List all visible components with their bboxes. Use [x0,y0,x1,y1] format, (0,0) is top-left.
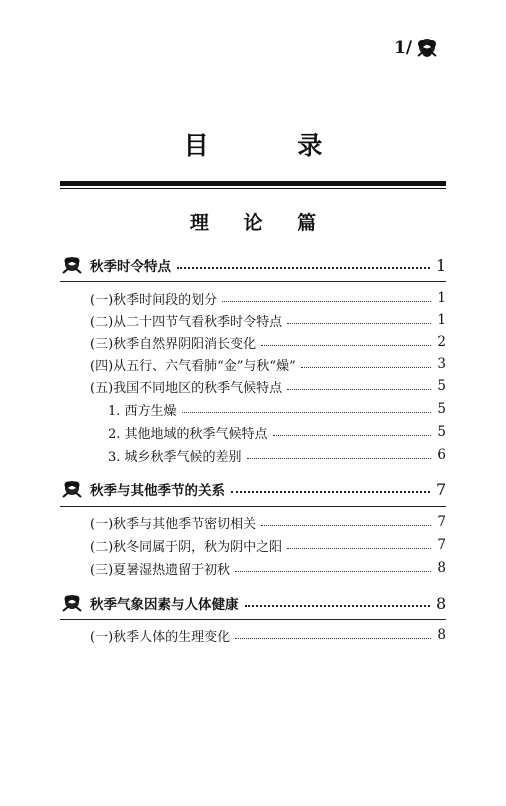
toc-chapter[interactable] [60,478,446,500]
chapter-page-number: 7 [436,479,447,499]
item-page-number: 1 [437,290,446,306]
dot-leader [235,638,431,639]
dot-leader [182,412,431,413]
flower-ornament-icon [60,592,86,614]
item-title: (四)从五行、六气看肺“金”与秋“燥” [90,358,296,374]
toc-subitem[interactable] [108,423,446,441]
dot-leader [301,367,431,368]
toc-item[interactable] [90,536,446,554]
toc-item[interactable] [90,289,446,307]
title-rule-thin [60,188,446,189]
chapter-title: 秋季时令特点 [90,259,171,275]
toc-item[interactable] [90,559,446,577]
dot-leader [261,345,431,346]
flower-ornament-icon [60,478,86,500]
chapter-page-number: 1 [436,255,447,275]
dot-leader [222,301,431,302]
dot-leader [247,458,431,459]
item-title: (二)从二十四节气看秋季时令特点 [90,314,283,330]
toc-item[interactable] [90,377,446,395]
flower-ornament-icon [414,36,440,60]
section-heading: 理 论 篇 [189,212,331,234]
dot-leader [235,571,431,572]
toc-item[interactable] [90,333,446,351]
dot-leader [177,267,430,269]
item-page-number: 5 [437,424,446,440]
dot-leader [287,548,431,549]
item-page-number: 8 [437,627,446,643]
dot-leader [245,605,431,607]
toc-item[interactable] [90,513,446,531]
item-title: (一)秋季时间段的划分 [90,292,218,308]
dot-leader [287,389,431,390]
item-page-number: 8 [437,560,446,576]
item-title: (一)秋季与其他季节密切相关 [90,516,257,532]
item-page-number: 1 [437,312,446,328]
item-title: (二)秋冬同属于阴，秋为阴中之阳 [90,539,283,555]
item-page-number: 7 [437,537,446,553]
item-title: (五)我国不同地区的秋季气候特点 [90,380,283,396]
item-title: 3. 城乡秋季气候的差别 [108,449,242,465]
item-page-number: 5 [437,401,446,417]
chapter-title: 秋季气象因素与人体健康 [90,597,239,613]
toc-item[interactable] [90,626,446,644]
toc-subitem[interactable] [108,446,446,464]
item-title: (三)秋季自然界阴阳消长变化 [90,336,257,352]
toc-chapter[interactable] [60,254,446,276]
dot-leader [261,525,431,526]
page-number: 1/ [394,38,413,58]
dot-leader [231,491,430,493]
item-page-number: 3 [437,356,446,372]
divider [60,281,446,282]
divider [60,619,446,620]
dot-leader [273,435,431,436]
item-title: 2. 其他地域的秋季气候特点 [108,426,268,442]
item-title: 1. 西方生燥 [108,403,177,419]
title-rule-thick [60,181,446,186]
chapter-title: 秋季与其他季节的关系 [90,483,225,499]
item-title: (一)秋季人体的生理变化 [90,629,231,645]
chapter-page-number: 8 [436,593,447,613]
toc-subitem[interactable] [108,400,446,418]
toc-item[interactable] [90,311,446,329]
dot-leader [287,323,431,324]
flower-ornament-icon [60,254,86,276]
item-page-number: 5 [437,378,446,394]
divider [60,506,446,507]
item-page-number: 2 [437,334,446,350]
toc-chapter[interactable] [60,592,446,614]
toc-item[interactable] [90,355,446,373]
item-title: (三)夏暑湿热遗留于初秋 [90,562,231,578]
page-title: 目 录 [183,131,363,160]
item-page-number: 7 [437,514,446,530]
item-page-number: 6 [437,447,446,463]
